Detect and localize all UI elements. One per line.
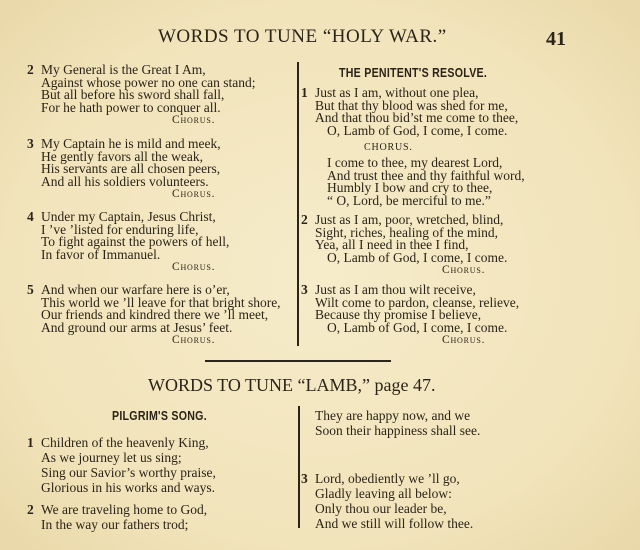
verse-line: To fight against the powers of hell, — [41, 234, 230, 250]
chorus-marker: Chorus. — [442, 334, 486, 347]
verse-line: And trust thee and thy faithful word, — [327, 167, 525, 183]
verse-line: And when our warfare here is o’er, — [41, 282, 230, 297]
verse-line: Yea, all I need in thee I find, — [315, 237, 469, 253]
verse-line: Just as I am, without one plea, — [315, 85, 479, 100]
verse-line: Against whose power no one can stand; — [41, 74, 256, 90]
verse-line: Glorious in his works and ways. — [41, 480, 215, 495]
verse-line: Lord, obediently we ’ll go, — [315, 471, 460, 486]
stanza-number: 1 — [301, 85, 308, 100]
verse-line: In favor of Immanuel. — [41, 246, 161, 262]
verse-line: “ O, Lord, be merciful to me.” — [327, 192, 491, 208]
verse-line: I come to thee, my dearest Lord, — [327, 155, 503, 170]
verse-line: Humbly I bow and cry to thee, — [327, 180, 493, 196]
verse-line: O, Lamb of God, I come, I come. — [327, 122, 508, 138]
column-divider — [298, 406, 300, 528]
verse-line: My General is the Great I Am, — [41, 62, 206, 77]
verse-line: Just as I am, poor, wretched, blind, — [315, 212, 504, 227]
verse-line: Because thy promise I believe, — [315, 307, 482, 323]
verse-line: His servants are all chosen peers, — [41, 161, 221, 177]
verse-line: And ground our arms at Jesus’ feet. — [41, 319, 233, 335]
stanza-number: 5 — [27, 282, 34, 297]
verse-line: In the way our fathers trod; — [41, 517, 189, 532]
verse-line: And that thou bid’st me come to thee, — [315, 110, 519, 126]
verse-line: But that thy blood was shed for me, — [315, 97, 508, 113]
verse-line: And all his soldiers volunteers. — [41, 173, 209, 189]
verse-line: And we still will follow thee. — [315, 516, 474, 531]
verse-line: Children of the heavenly King, — [41, 435, 209, 450]
chorus-marker: Chorus. — [172, 188, 216, 201]
page-number: 41 — [546, 28, 566, 50]
chorus-marker: Chorus. — [442, 264, 486, 277]
section-divider — [205, 360, 391, 362]
chorus-marker: Chorus. — [172, 334, 216, 347]
stanza-number: 1 — [27, 435, 34, 450]
stanza-number: 2 — [27, 502, 34, 517]
verse-line: Under my Captain, Jesus Christ, — [41, 209, 216, 224]
verse-line: He gently favors all the weak, — [41, 148, 203, 164]
stanza-number: 2 — [301, 212, 308, 227]
verse-line: O, Lamb of God, I come, I come. — [327, 319, 508, 335]
verse-line: Soon their happiness shall see. — [315, 423, 481, 438]
hymn-title: THE PENITENT'S RESOLVE. — [339, 66, 488, 80]
stanza-number: 3 — [301, 471, 308, 486]
stanza-number: 4 — [27, 209, 34, 224]
chorus-label: CHORUS. — [364, 142, 413, 153]
verse-line: Just as I am thou wilt receive, — [315, 282, 476, 297]
verse-line: We are traveling home to God, — [41, 502, 208, 517]
verse-line: Only thou our leader be, — [315, 501, 447, 516]
verse-line: My Captain he is mild and meek, — [41, 136, 221, 151]
verse-line: But all before his sword shall fall, — [41, 87, 225, 103]
column-divider — [297, 62, 299, 346]
stanza-number: 3 — [27, 136, 34, 151]
hymn-title: PILGRIM'S SONG. — [112, 409, 207, 423]
verse-line: Sight, riches, healing of the mind, — [315, 224, 498, 240]
chorus-marker: Chorus. — [172, 261, 216, 274]
stanza-number: 3 — [301, 282, 308, 297]
page-header: WORDS TO TUNE “HOLY WAR.” — [158, 26, 447, 47]
section-header: WORDS TO TUNE “LAMB,” page 47. — [148, 375, 436, 395]
verse-line: They are happy now, and we — [315, 408, 471, 423]
verse-line: I ’ve ’listed for enduring life, — [41, 221, 199, 237]
verse-line: As we journey let us sing; — [41, 450, 182, 465]
verse-line: O, Lamb of God, I come, I come. — [327, 249, 508, 265]
verse-line: For he hath power to conquer all. — [41, 99, 221, 115]
verse-line: Wilt come to pardon, cleanse, relieve, — [315, 294, 520, 310]
verse-line: Gladly leaving all below: — [315, 486, 452, 501]
stanza-number: 2 — [27, 62, 34, 77]
verse-line: Sing our Savior’s worthy praise, — [41, 465, 216, 480]
chorus-marker: Chorus. — [172, 114, 216, 127]
verse-line: Our friends and kindred there we ’ll meet, — [41, 307, 269, 323]
verse-line: This world we ’ll leave for that bright shore, — [41, 294, 281, 310]
